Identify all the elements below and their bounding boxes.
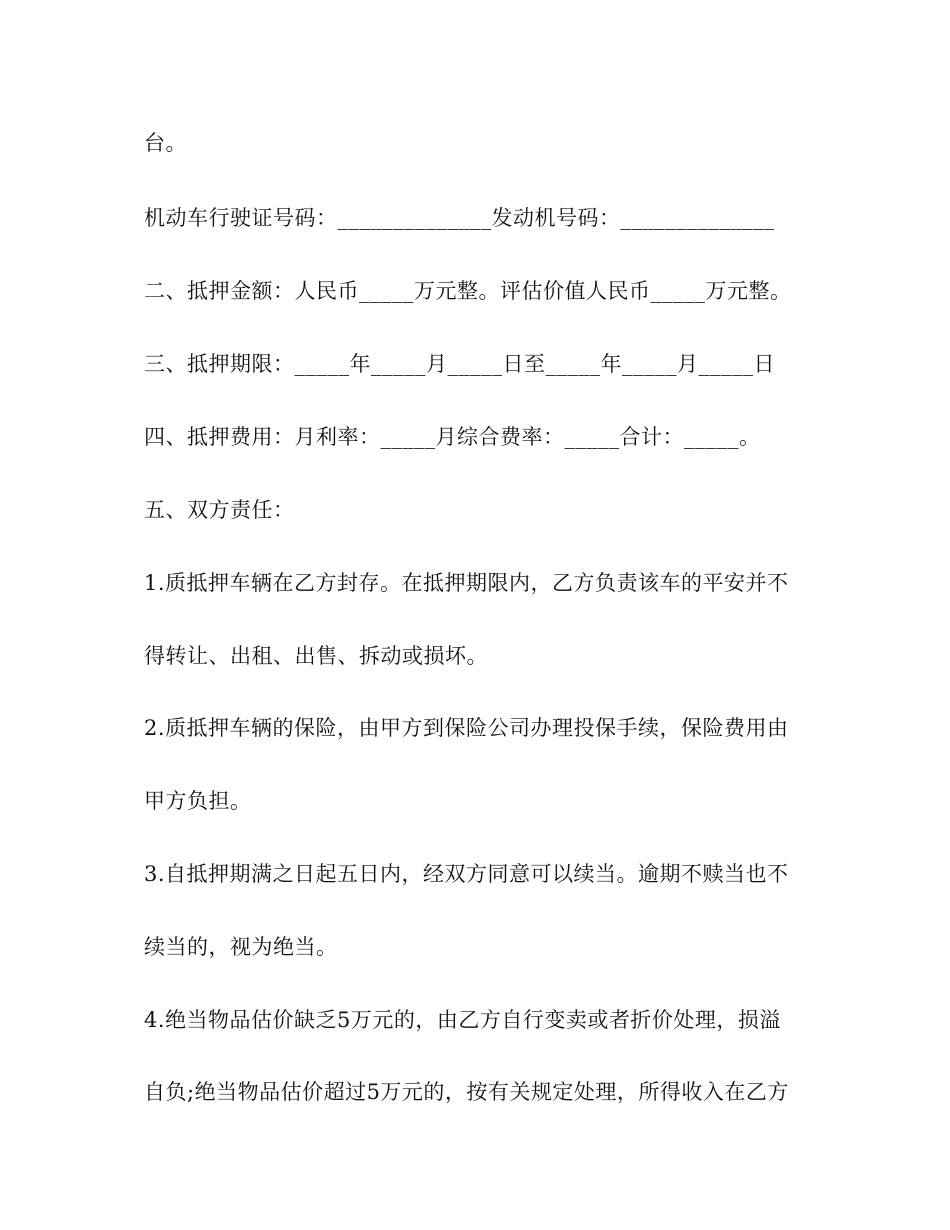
- text-line-mortgage-fee: 四、抵押费用：月利率：_____月综合费率：_____合计：_____。: [144, 425, 761, 449]
- text-line-license-engine: 机动车行驶证号码：______________发动机号码：______________: [144, 206, 775, 230]
- text-line-clause-2b: 甲方负担。: [144, 789, 252, 813]
- text-line-clause-1a: 1.质抵押车辆在乙方封存。在抵押期限内，乙方负责该车的平安并不: [144, 571, 789, 595]
- text-line-mortgage-amount: 二、抵押金额：人民币_____万元整。评估价值人民币_____万元整。: [144, 279, 792, 303]
- text-line-clause-2a: 2.质抵押车辆的保险，由甲方到保险公司办理投保手续，保险费用由: [144, 716, 789, 740]
- text-line-clause-3a: 3.自抵押期满之日起五日内，经双方同意可以续当。逾期不赎当也不: [144, 862, 789, 886]
- text-line-clause-1b: 得转让、出租、出售、拆动或损坏。: [144, 644, 488, 668]
- text-line-mortgage-term: 三、抵押期限：_____年_____月_____日至_____年_____月_____日: [144, 352, 775, 376]
- text-line-clause-4b: 自负;绝当物品估价超过5万元的，按有关规定处理，所得收入在乙方: [144, 1080, 789, 1104]
- text-line-clause-3b: 续当的，视为绝当。: [144, 935, 338, 959]
- text-line-continuation: 台。: [144, 131, 187, 155]
- text-line-clause-4a: 4.绝当物品估价缺乏5万元的，由乙方自行变卖或者折价处理，损溢: [144, 1008, 781, 1032]
- section-heading-responsibilities: 五、双方责任：: [144, 498, 295, 522]
